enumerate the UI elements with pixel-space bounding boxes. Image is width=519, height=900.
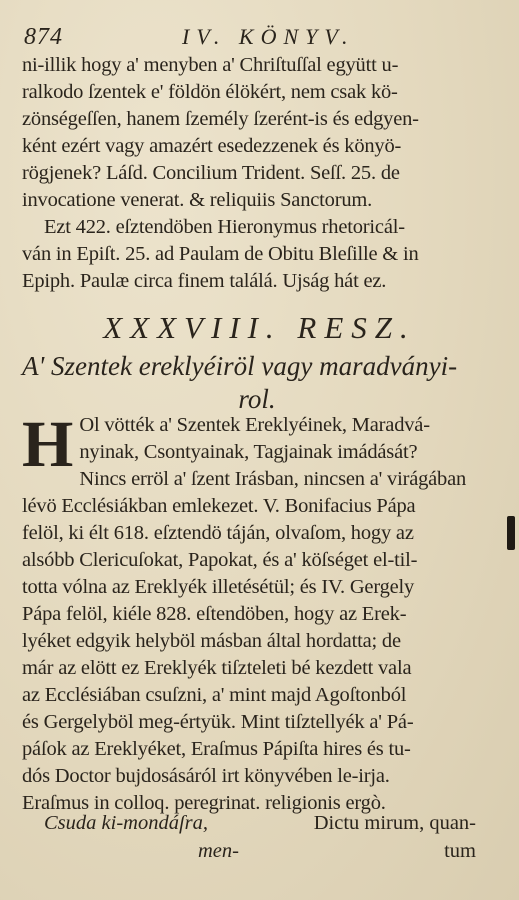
section-title: XXXVIII. RESZ. <box>103 310 416 345</box>
text-line: ni-illik hogy a' menyben a' Chriſtuſſal együtt u- <box>22 54 399 76</box>
text-line: lyéket edgyik helyböl másban által hordatta; de <box>22 630 401 652</box>
text-line: felöl, ki élt 618. eſztendö táján, olvaſom, hogy az <box>22 522 414 544</box>
text-line: páſok az Ereklyéket, Eraſmus Pápiſta hires és tu- <box>22 738 411 760</box>
top-paragraphs <box>22 52 492 295</box>
body-paragraph <box>22 408 492 817</box>
text-line: már az elött ez Ereklyék tiſzteleti bé kezdett vala <box>22 657 412 679</box>
catchword-right: tum <box>444 840 476 862</box>
text-line: az Ecclésiában csuſzni, a' mint majd Agoſtonból <box>22 684 407 706</box>
text-line: ván in Epiſt. 25. ad Paulam de Obitu Bleſille & in <box>22 243 419 265</box>
page-header <box>24 22 494 56</box>
text-line: alsóbb Clericuſokat, Papokat, és a' köſséget el-til- <box>22 549 418 571</box>
text-line: rögjenek? Láſd. Concilium Trident. Seſſ. 25. de <box>22 162 400 184</box>
drop-cap: H <box>22 408 74 481</box>
text-line: lévö Ecclésiákban emlekezet. V. Bonifacius Pápa <box>22 495 416 517</box>
catchword-left: men- <box>198 840 239 862</box>
text-line: dós Doctor bujdosásáról irt könyvében le-irja. <box>22 765 390 787</box>
text-line: ralkodo ſzentek e' földön élökért, nem csak kö- <box>22 81 398 103</box>
subtitle-line: rol. <box>238 384 276 414</box>
catchline-right: Dictu mirum, quan- <box>313 812 476 834</box>
catchline-left: Csuda ki-mondáſra, <box>44 812 208 834</box>
text-line: nyinak, Csontyainak, Tagjainak imádását? <box>79 441 418 463</box>
catchline <box>22 812 492 872</box>
page-edge-mark <box>507 516 515 550</box>
text-line: Epiph. Paulæ circa finem találá. Ujság hát ez. <box>22 270 387 292</box>
text-line: invocatione venerat. & reliquiis Sanctorum. <box>22 189 373 211</box>
text-line: zönségeſſen, hanem ſzemély ſzerént-is és edgyen- <box>22 108 419 130</box>
text-line: ként ezért vagy amazért esedezzenek és könyö- <box>22 135 402 157</box>
text-line: Nincs erröl a' ſzent Irásban, nincsen a' virágában <box>79 468 467 490</box>
text-line: Pápa felöl, kiéle 828. eſtendöben, hogy az Erek- <box>22 603 407 625</box>
text-line: Ezt 422. eſztendöben Hieronymus rhetoricál- <box>44 216 405 238</box>
running-head: IV. KÖNYV. <box>182 24 355 49</box>
section-subtitle <box>22 350 492 416</box>
text-line: Eraſmus in colloq. peregrinat. religionis ergò. <box>22 792 386 814</box>
text-line: és Gergelyböl meg-értyük. Mint tiſztellyék a' Pá- <box>22 711 414 733</box>
text-line: totta vólna az Ereklyék illetésétül; és IV. Gergely <box>22 576 415 598</box>
text-line: Ol vötték a' Szentek Ereklyéinek, Maradvá- <box>79 414 430 436</box>
page-number: 874 <box>24 24 63 50</box>
subtitle-line: A' Szentek ereklyéiröl vagy maradványi- <box>22 351 458 381</box>
